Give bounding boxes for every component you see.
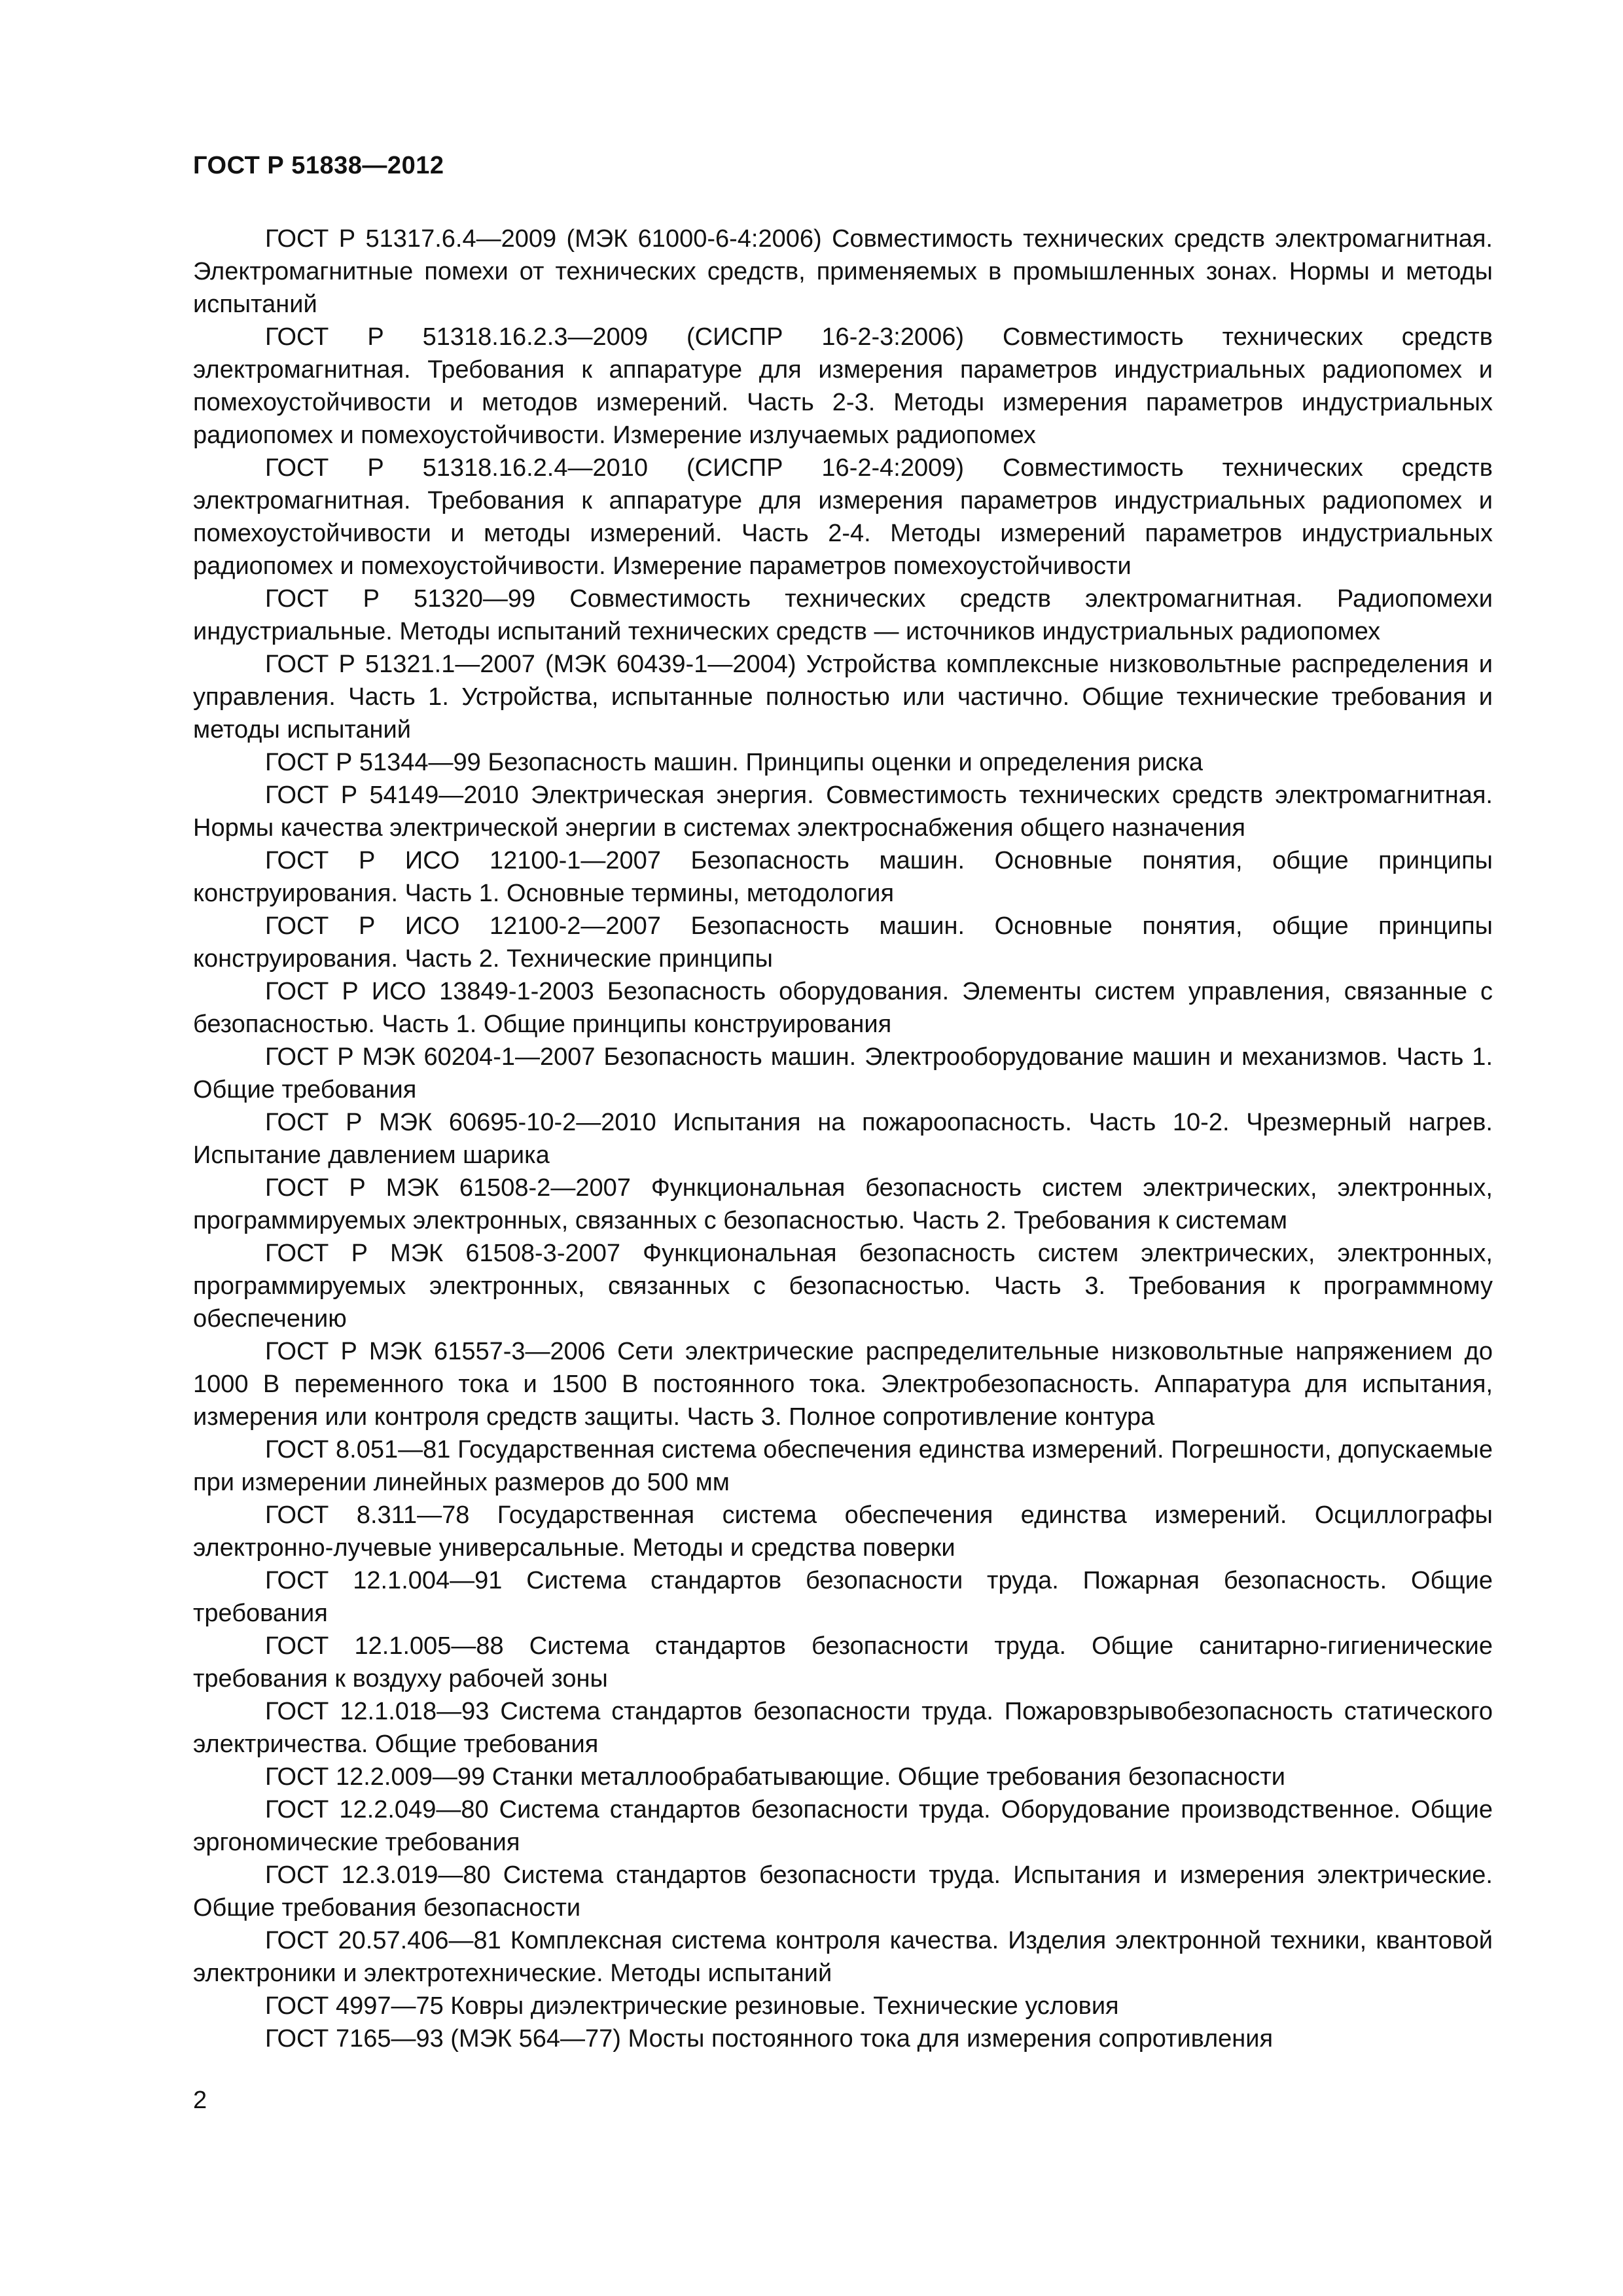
reference-item: ГОСТ 12.1.018—93 Система стандартов безопасности труда. Пожаровзрывобезопасность статического электричества. Общие требования xyxy=(193,1698,1493,1758)
reference-item: ГОСТ Р ИСО 13849-1-2003 Безопасность оборудования. Элементы систем управления, связанные с безопасностью. Часть 1. Общие принципы конструирования xyxy=(193,978,1493,1038)
reference-item: ГОСТ Р 51317.6.4—2009 (МЭК 61000-6-4:2006) Совместимость технических средств электромагнитная. Электромагнитные помехи от технических средств, применяемых в промышленных зонах. Нормы и методы испытаний xyxy=(193,225,1493,318)
reference-item: ГОСТ Р 51318.16.2.3—2009 (СИСПР 16-2-3:2006) Совместимость технических средств электромагнитная. Требования к аппаратуре для измерения параметров индустриальных радиопомех и помехоустойчивости и методов измерений. Часть 2-3. Методы измерения параметров индустриальных радиопомех и помехоустойчивости. Измерение излучаемых радиопомех xyxy=(193,323,1493,449)
reference-item: ГОСТ Р 54149—2010 Электрическая энергия. Совместимость технических средств электромагнитная. Нормы качества электрической энергии в системах электроснабжения общего назначения xyxy=(193,781,1493,842)
reference-item: ГОСТ 12.1.004—91 Система стандартов безопасности труда. Пожарная безопасность. Общие требования xyxy=(193,1567,1493,1627)
reference-item: ГОСТ 8.051—81 Государственная система обеспечения единства измерений. Погрешности, допускаемые при измерении линейных размеров до 500 мм xyxy=(193,1436,1493,1496)
reference-item: ГОСТ Р 51321.1—2007 (МЭК 60439-1—2004) Устройства комплексные низковольтные распределения и управления. Часть 1. Устройства, испытанные полностью или частично. Общие технические требования и методы испытаний xyxy=(193,651,1493,744)
reference-item: ГОСТ 7165—93 (МЭК 564—77) Мосты постоянного тока для измерения сопротивления xyxy=(265,2025,1274,2053)
reference-item: ГОСТ Р МЭК 60204-1—2007 Безопасность машин. Электрооборудование машин и механизмов. Часть 1. Общие требования xyxy=(193,1043,1493,1103)
reference-item: ГОСТ 4997—75 Ковры диэлектрические резиновые. Технические условия xyxy=(265,1992,1119,2020)
reference-item: ГОСТ Р ИСО 12100-1—2007 Безопасность машин. Основные понятия, общие принципы конструирования. Часть 1. Основные термины, методология xyxy=(193,847,1493,907)
reference-item: ГОСТ 12.1.005—88 Система стандартов безопасности труда. Общие санитарно-гигиенические требования к воздуху рабочей зоны xyxy=(193,1632,1493,1693)
reference-item: ГОСТ Р МЭК 61508-2—2007 Функциональная безопасность систем электрических, электронных, программируемых электронных, связанных с безопасностью. Часть 2. Требования к системам xyxy=(193,1174,1493,1234)
reference-item: ГОСТ Р 51318.16.2.4—2010 (СИСПР 16-2-4:2009) Совместимость технических средств электромагнитная. Требования к аппаратуре для измерения параметров индустриальных радиопомех и помехоустойчивости и методы измерений. Часть 2-4. Методы измерений параметров индустриальных радиопомех и помехоустойчивости. Измерение параметров помехоустойчивости xyxy=(193,454,1493,580)
reference-item: ГОСТ 12.2.009—99 Станки металлообрабатывающие. Общие требования безопасности xyxy=(265,1763,1285,1791)
reference-item: ГОСТ Р МЭК 61508-3-2007 Функциональная безопасность систем электрических, электронных, программируемых электронных, связанных с безопасностью. Часть 3. Требования к программному обеспечению xyxy=(193,1240,1493,1333)
reference-item: ГОСТ Р МЭК 61557-3—2006 Сети электрические распределительные низковольтные напряжением до 1000 В переменного тока и 1500 В постоянного тока. Электробезопасность. Аппаратура для испытания, измерения или контроля средств защиты. Часть 3. Полное сопротивление контура xyxy=(193,1338,1493,1431)
document-header: ГОСТ Р 51838—2012 xyxy=(193,152,444,179)
reference-item: ГОСТ Р ИСО 12100-2—2007 Безопасность машин. Основные понятия, общие принципы конструирования. Часть 2. Технические принципы xyxy=(193,912,1493,973)
reference-item: ГОСТ 8.311—78 Государственная система обеспечения единства измерений. Осциллографы электронно-лучевые универсальные. Методы и средства поверки xyxy=(193,1501,1493,1562)
reference-item: ГОСТ 20.57.406—81 Комплексная система контроля качества. Изделия электронной техники, квантовой электроники и электротехнические. Методы испытаний xyxy=(193,1927,1493,1987)
reference-item: ГОСТ Р 51344—99 Безопасность машин. Принципы оценки и определения риска xyxy=(265,749,1204,776)
normative-references-list xyxy=(193,223,1493,2055)
reference-item: ГОСТ Р МЭК 60695-10-2—2010 Испытания на пожароопасность. Часть 10-2. Чрезмерный нагрев. Испытание давлением шарика xyxy=(193,1109,1493,1169)
reference-item: ГОСТ 12.2.049—80 Система стандартов безопасности труда. Оборудование производственное. Общие эргономические требования xyxy=(193,1796,1493,1856)
page-number: 2 xyxy=(193,2087,207,2114)
reference-item: ГОСТ 12.3.019—80 Система стандартов безопасности труда. Испытания и измерения электрические. Общие требования безопасности xyxy=(193,1861,1493,1922)
reference-item: ГОСТ Р 51320—99 Совместимость технических средств электромагнитная. Радиопомехи индустриальные. Методы испытаний технических средств — источников индустриальных радиопомех xyxy=(193,585,1493,645)
